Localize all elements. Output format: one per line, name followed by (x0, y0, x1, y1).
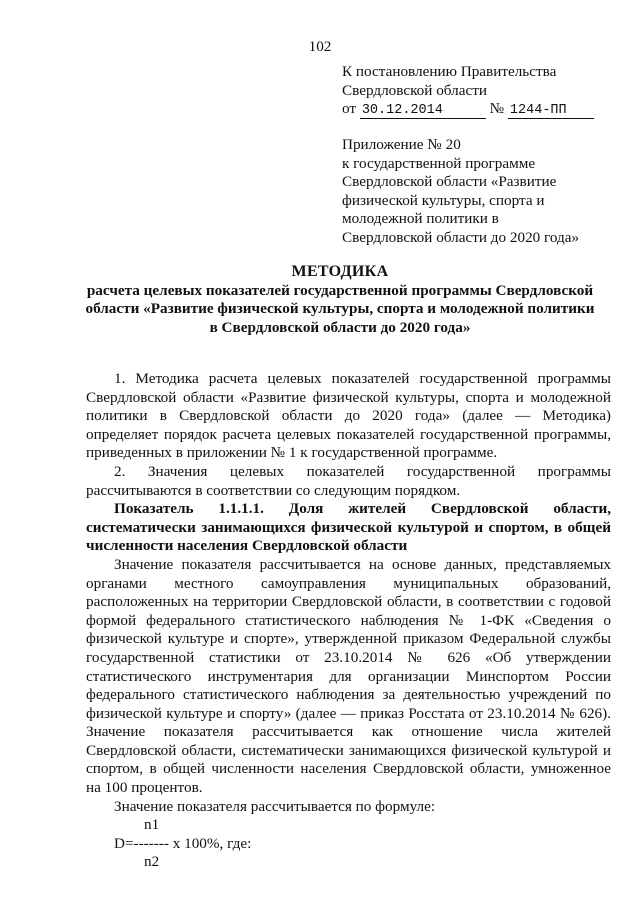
approval-line-2: Свердловской области (342, 81, 487, 99)
formula-expression: D=------- х 100%, где: (114, 834, 252, 852)
paragraph-1: 1. Методика расчета целевых показателей государственной программы Свердловской области «Развитие физической культуры, спорта и молодежной политики в Свердловской области до 2020 года» (далее — Методика) определяет порядок расчета целевых показателей государственной программы, приведенных в приложении № 1 к государственной программе. (86, 370, 611, 462)
document-title: МЕТОДИКА (291, 263, 389, 280)
appendix-line: к государственной программе (342, 154, 536, 172)
heading-line: расчета целевых показателей государственной программы Свердловской (86, 281, 594, 299)
paragraph-5: Значение показателя рассчитывается по формуле: (114, 797, 436, 815)
indicator-title: Показатель 1.1.1.1. Доля жителей Свердловской области, систематически занимающихся физической культурой и спортом, в общей численности населения Свердловской области (86, 500, 611, 555)
heading-line: области «Развитие физической культуры, спорта и молодежной политики (85, 300, 595, 318)
number-prefix: № (489, 100, 505, 118)
resolution-date: 30.12.2014 (360, 104, 486, 119)
appendix-line: физической культуры, спорта и (342, 191, 545, 209)
formula-numerator: n1 (144, 816, 160, 834)
appendix-line: Свердловской области до 2020 года» (342, 228, 580, 246)
approval-line-1: К постановлению Правительства (342, 63, 557, 80)
heading-line: в Свердловской области до 2020 года» (209, 318, 471, 336)
formula (86, 816, 611, 872)
document-heading (70, 263, 610, 337)
resolution-number: 1244-ПП (508, 104, 594, 119)
appendix-line: Приложение № 20 (342, 136, 461, 153)
formula-denominator: n2 (144, 853, 160, 871)
paragraph-2: 2. Значения целевых показателей государственной программы рассчитываются в соответствии со следующим порядком. (86, 462, 611, 499)
paragraph-4: Значение показателя рассчитывается на основе данных, представляемых органами местного самоуправления муниципальных образований, расположенных на территории Свердловской области, в соответствии с годовой формой федерального статистического наблюдения № 1-ФК «Сведения о физической культуре и спорте», утвержденной приказом Федеральной службы государственной статистики от 23.10.2014 № 626 «Об утверждении статистического инструментария для организации Минспортом России федерального статистического наблюдения за деятельностью учреждений по физической культуре и спорту» (далее — приказ Росстата от 23.10.2014 № 626). Значение показателя рассчитывается как отношение числа жителей Свердловской области, систематически занимающихся физической культурой и спортом, в общей численности населения Свердловской области, умноженное на 100 процентов. (86, 555, 611, 797)
page-number: 102 (308, 38, 332, 55)
approval-date-line (342, 100, 632, 119)
document-body (86, 370, 611, 872)
appendix-line: молодежной политики в (342, 210, 499, 228)
approval-block (342, 63, 632, 119)
appendix-line: Свердловской области «Развитие (342, 173, 557, 191)
date-prefix: от (342, 100, 357, 118)
appendix-block (342, 136, 632, 248)
